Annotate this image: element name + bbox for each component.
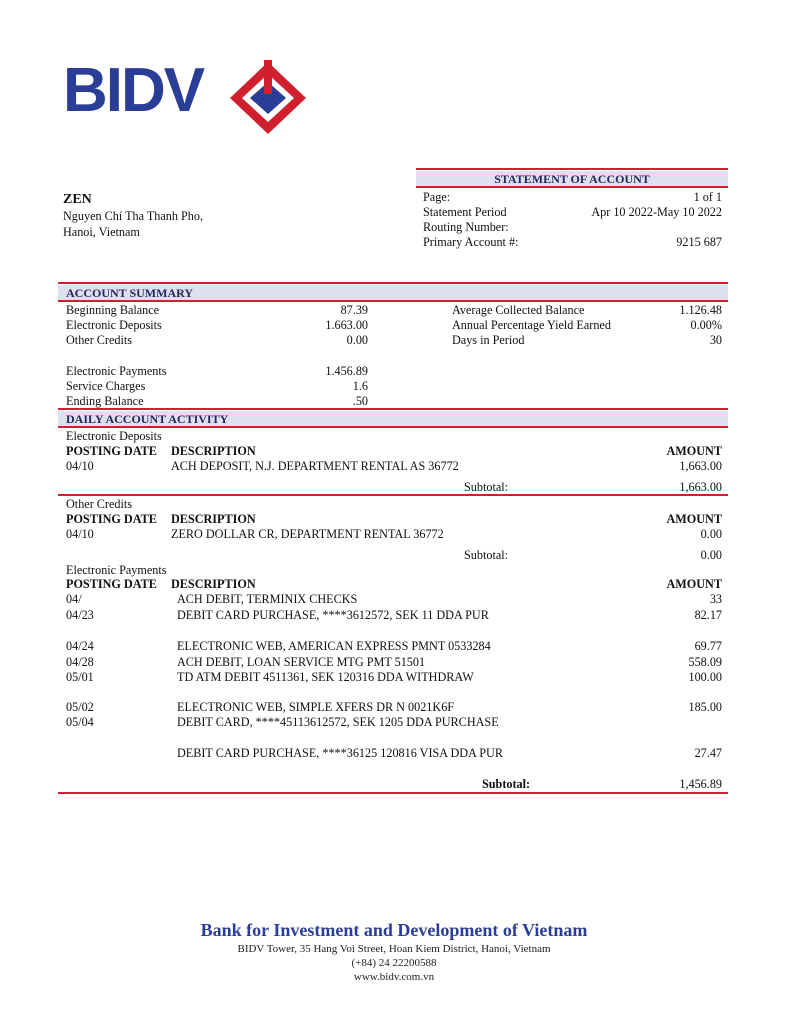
period-label: Statement Period <box>423 205 507 219</box>
row-description: ELECTRONIC WEB, AMERICAN EXPRESS PMNT 0533284 <box>177 639 491 653</box>
summary-label: Other Credits <box>66 333 133 347</box>
row-amount: 33 <box>709 592 722 606</box>
page-label: Page: <box>423 190 451 204</box>
summary-label: Electronic Deposits <box>66 318 162 332</box>
section-title: Electronic Deposits <box>66 429 162 443</box>
col-description: DESCRIPTION <box>171 512 256 526</box>
col-amount: AMOUNT <box>666 577 722 591</box>
summary-label: Average Collected Balance <box>452 303 585 317</box>
summary-value: 1.126.48 <box>679 303 722 317</box>
customer-address-1: Nguyen Chí Tha Thanh Pho, <box>63 209 204 223</box>
footer-bank-name: Bank for Investment and Development of Vietnam <box>200 920 588 940</box>
summary-value: .50 <box>352 394 368 408</box>
account-summary-title: ACCOUNT SUMMARY <box>66 286 194 300</box>
col-amount: AMOUNT <box>666 512 722 526</box>
account-value: 9215 687 <box>676 235 722 249</box>
summary-label: Ending Balance <box>66 394 144 408</box>
account-label: Primary Account #: <box>423 235 519 249</box>
summary-value: 1.663.00 <box>325 318 368 332</box>
summary-label: Electronic Payments <box>66 364 167 378</box>
row-date: 04/10 <box>66 527 94 541</box>
summary-value: 0.00% <box>690 318 722 332</box>
col-amount: AMOUNT <box>666 444 722 458</box>
col-posting-date: POSTING DATE <box>66 577 157 591</box>
row-amount: 558.09 <box>688 655 722 669</box>
summary-label: Service Charges <box>66 379 146 393</box>
row-amount: 27.47 <box>694 746 722 760</box>
row-description: TD ATM DEBIT 4511361, SEK 120316 DDA WITHDRAW <box>177 670 474 684</box>
row-amount: 82.17 <box>694 608 722 622</box>
routing-label: Routing Number: <box>423 220 509 234</box>
summary-value: 0.00 <box>346 333 368 347</box>
customer-address-2: Hanoi, Vietnam <box>63 225 140 239</box>
row-date: 05/01 <box>66 670 94 684</box>
row-date: 04/ <box>66 592 82 606</box>
period-value: Apr 10 2022-May 10 2022 <box>591 205 722 219</box>
statement-title: STATEMENT OF ACCOUNT <box>494 172 650 186</box>
subtotal-value: 1,663.00 <box>679 480 722 494</box>
summary-label: Days in Period <box>452 333 525 347</box>
row-description: ELECTRONIC WEB, SIMPLE XFERS DR N 0021K6F <box>177 700 455 714</box>
row-date: 04/28 <box>66 655 94 669</box>
row-description: ACH DEBIT, TERMINIX CHECKS <box>177 592 358 606</box>
row-date: 05/02 <box>66 700 94 714</box>
footer-phone: (+84) 24 22200588 <box>351 957 437 969</box>
summary-label: Beginning Balance <box>66 303 160 317</box>
summary-value: 1.6 <box>352 379 368 393</box>
row-date: 04/10 <box>66 459 94 473</box>
row-date: 04/24 <box>66 639 94 653</box>
summary-value: 1.456.89 <box>325 364 368 378</box>
row-description: DEBIT CARD PURCHASE, ****36125 120816 VISA DDA PUR <box>177 746 503 760</box>
summary-value: 30 <box>709 333 722 347</box>
row-amount: 1,663.00 <box>679 459 722 473</box>
daily-activity-title: DAILY ACCOUNT ACTIVITY <box>66 412 229 426</box>
section-title: Other Credits <box>66 497 133 511</box>
subtotal-label: Subtotal: <box>464 480 509 494</box>
subtotal-value: 0.00 <box>700 548 722 562</box>
row-amount: 185.00 <box>688 700 722 714</box>
bank-logo-text: BIDV <box>63 56 204 125</box>
row-description: ACH DEPOSIT, N.J. DEPARTMENT RENTAL AS 36772 <box>171 459 459 473</box>
row-amount: 69.77 <box>694 639 722 653</box>
subtotal-label: Subtotal: <box>482 777 531 791</box>
row-date: 04/23 <box>66 608 94 622</box>
page-value: 1 of 1 <box>693 190 722 204</box>
row-date: 05/04 <box>66 715 94 729</box>
row-description: ACH DEBIT, LOAN SERVICE MTG PMT 51501 <box>177 655 426 669</box>
summary-value: 87.39 <box>340 303 368 317</box>
customer-name: ZEN <box>63 192 92 207</box>
row-description: DEBIT CARD PURCHASE, ****3612572, SEK 11 DDA PUR <box>177 608 489 622</box>
summary-label: Annual Percentage Yield Earned <box>452 318 611 332</box>
row-description: DEBIT CARD, ****45113612572, SEK 1205 DDA PURCHASE <box>177 715 499 729</box>
col-description: DESCRIPTION <box>171 577 256 591</box>
col-posting-date: POSTING DATE <box>66 444 157 458</box>
row-amount: 0.00 <box>700 527 722 541</box>
section-title: Electronic Payments <box>66 563 167 577</box>
bank-logo-icon <box>228 58 308 138</box>
col-description: DESCRIPTION <box>171 444 256 458</box>
col-posting-date: POSTING DATE <box>66 512 157 526</box>
footer-website: www.bidv.com.vn <box>353 971 435 983</box>
subtotal-label: Subtotal: <box>464 548 509 562</box>
footer-address: BIDV Tower, 35 Hang Voi Street, Hoan Kiem District, Hanoi, Vietnam <box>237 943 551 955</box>
row-amount: 100.00 <box>688 670 722 684</box>
subtotal-value: 1,456.89 <box>679 777 722 791</box>
row-description: ZERO DOLLAR CR, DEPARTMENT RENTAL 36772 <box>171 527 444 541</box>
